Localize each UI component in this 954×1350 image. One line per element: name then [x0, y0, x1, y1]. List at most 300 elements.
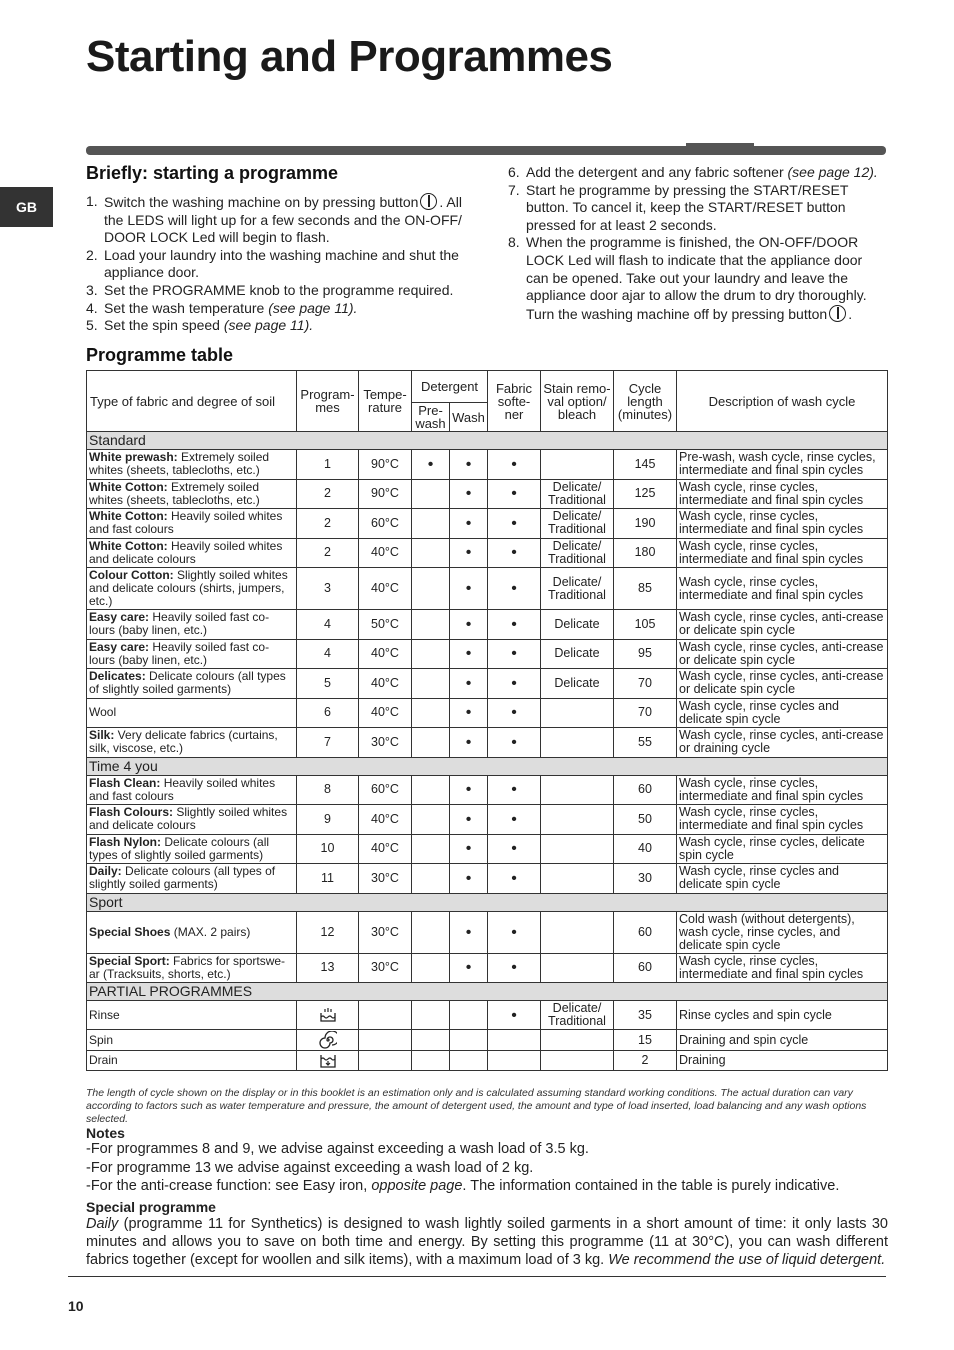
fabric-type-detail: Heavily soiled fast co-lours (baby linen, etc.) [89, 610, 270, 638]
fabric-type-detail: Very delicate fabrics (curtains, silk, viscose, etc.) [89, 728, 278, 756]
prewash-cell [412, 610, 450, 640]
description-cell: Wash cycle, rinse cycles, anti-crease or delicate spin cycle [677, 669, 888, 699]
programme-number: 4 [324, 646, 331, 661]
programme-cell [297, 1030, 359, 1051]
description-cell: Wash cycle, rinse cycles, intermediate and final spin cycles [677, 538, 888, 568]
programme-number: 1 [324, 456, 331, 471]
prewash-cell: • [412, 450, 450, 480]
programme-cell [297, 775, 359, 805]
table-row [87, 805, 888, 835]
table-row [87, 911, 888, 953]
fabric-type-detail: Fabrics for sportswe-ar (Tracksuits, shorts, etc.) [89, 953, 286, 981]
prewash-cell [412, 568, 450, 610]
note-text: -For programme 13 we advise against exceeding a wash load of 2 kg. [86, 1159, 534, 1176]
cycle-length-cell: 40 [614, 834, 677, 864]
prewash-cell [412, 1051, 450, 1071]
step-item [86, 247, 464, 282]
header-wash: Wash [450, 403, 488, 432]
description-cell: Wash cycle, rinse cycles, intermediate and final spin cycles [677, 568, 888, 610]
step-item [508, 164, 886, 182]
step-text: Set the PROGRAMME knob to the programme required. [104, 281, 454, 298]
fabric-type-name: Daily: [89, 864, 122, 879]
table-row [87, 728, 888, 758]
prewash-cell [412, 805, 450, 835]
fabric-type-cell [87, 1051, 297, 1071]
programme-cell [297, 639, 359, 669]
language-tab: GB [0, 187, 53, 227]
cycle-length-cell: 70 [614, 669, 677, 699]
fabric-type-detail: Delicate colours (all types of slightly soiled garments) [89, 834, 270, 862]
fabric-type-cell [87, 953, 297, 983]
power-button-icon [420, 193, 437, 210]
note-item [86, 1177, 891, 1196]
note-text: -For programmes 8 and 9, we advise against exceeding a wash load of 3.5 kg. [86, 1141, 589, 1157]
header-rule [86, 146, 886, 155]
temperature-cell: 30°C [359, 864, 412, 894]
description-cell: Wash cycle, rinse cycles, delicate spin cycle [677, 834, 888, 864]
fabric-type-detail: Slightly soiled whites and delicate colours (shirts, jumpers, etc.) [89, 568, 288, 608]
softener-cell: • [488, 639, 541, 669]
softener-cell: • [488, 538, 541, 568]
description-cell: Wash cycle, rinse cycles, intermediate and final spin cycles [677, 479, 888, 509]
programme-table-heading: Programme table [86, 345, 234, 365]
table-row [87, 669, 888, 699]
programme-cell [297, 911, 359, 953]
programme-cell [297, 479, 359, 509]
wash-cell: • [450, 509, 488, 539]
step-number: 3. [86, 281, 98, 298]
softener-cell: • [488, 1001, 541, 1030]
programme-number: 4 [324, 616, 331, 631]
softener-cell: • [488, 568, 541, 610]
fabric-type-cell [87, 775, 297, 805]
step-text: Set the spin speed [104, 317, 224, 334]
fabric-type-name: Delicates: [89, 669, 146, 684]
cycle-length-cell: 95 [614, 639, 677, 669]
stain-removal-cell [541, 698, 614, 728]
softener-cell: • [488, 728, 541, 758]
header-prewash: Pre-wash [412, 403, 450, 432]
softener-cell: • [488, 669, 541, 699]
temperature-cell: 90°C [359, 479, 412, 509]
step-number: 2. [86, 246, 98, 263]
section-row [87, 432, 888, 450]
fabric-type-name: Easy care: [89, 639, 150, 654]
wash-cell: • [450, 911, 488, 953]
wash-cell: • [450, 639, 488, 669]
description-cell: Rinse cycles and spin cycle [677, 1001, 888, 1030]
fabric-type-cell [87, 698, 297, 728]
step-reference: (see page 11). [223, 317, 314, 334]
programme-cell [297, 953, 359, 983]
wash-cell: • [450, 698, 488, 728]
cycle-length-cell: 35 [614, 1001, 677, 1030]
step-number: 7. [508, 181, 520, 198]
programme-cell [297, 728, 359, 758]
temperature-cell: 30°C [359, 953, 412, 983]
table-footnote: The length of cycle shown on the display or in this booklet is an estimation only and is calculated assuming standard working conditions. The actual duration can vary according to factors such as water temperature and pressure, the amount of detergent used, the amount and type of load inserted, load balancing and any wash options selected. [86, 1087, 867, 1125]
fabric-type-cell [87, 450, 297, 480]
description-cell: Wash cycle, rinse cycles, anti-crease or draining cycle [677, 728, 888, 758]
fabric-type-name: Flash Clean: [89, 775, 161, 790]
fabric-type-cell [87, 911, 297, 953]
cycle-length-cell: 2 [614, 1051, 677, 1071]
prewash-cell [412, 864, 450, 894]
wash-cell: • [450, 450, 488, 480]
programme-cell [297, 698, 359, 728]
stain-removal-cell [541, 911, 614, 953]
programme-number: 2 [324, 486, 331, 501]
steps-list-right [508, 164, 886, 323]
fabric-type-name: Special Sport: [89, 953, 170, 968]
fabric-type-name: Colour Cotton: [89, 568, 174, 582]
softener-cell: • [488, 610, 541, 640]
wash-cell: • [450, 610, 488, 640]
section-row [87, 893, 888, 911]
stain-removal-cell: Delicate/ Traditional [541, 568, 614, 610]
fabric-type-detail: Drain [89, 1053, 118, 1067]
wash-cell [450, 1030, 488, 1051]
cycle-length-cell: 50 [614, 805, 677, 835]
section-title: Sport [87, 893, 888, 911]
softener-cell: • [488, 805, 541, 835]
fabric-type-cell [87, 639, 297, 669]
wash-cell: • [450, 479, 488, 509]
description-cell: Wash cycle, rinse cycles, intermediate and final spin cycles [677, 775, 888, 805]
temperature-cell: 40°C [359, 698, 412, 728]
table-row [87, 509, 888, 539]
cycle-length-cell: 85 [614, 568, 677, 610]
fabric-type-name: Easy care: [89, 610, 150, 625]
step-text-after: . All the LEDS will light up for a few seconds and the ON-OFF/ DOOR LOCK Led will begin to flash. [104, 194, 462, 246]
table-row [87, 568, 888, 610]
programme-cell [297, 450, 359, 480]
stain-removal-cell [541, 953, 614, 983]
power-button-icon [829, 305, 846, 322]
fabric-type-name: White prewash: [89, 450, 178, 465]
cycle-length-cell: 190 [614, 509, 677, 539]
fabric-type-cell [87, 479, 297, 509]
drain-icon [319, 1053, 337, 1067]
fabric-type-cell [87, 568, 297, 610]
fabric-type-detail: Rinse [89, 1007, 120, 1022]
prewash-cell [412, 953, 450, 983]
fabric-type-name: Special Shoes [89, 924, 171, 939]
cycle-length-cell: 125 [614, 479, 677, 509]
programme-number: 6 [324, 705, 331, 720]
programme-cell [297, 538, 359, 568]
description-cell: Wash cycle, rinse cycles, anti-crease or delicate spin cycle [677, 639, 888, 669]
temperature-cell: 40°C [359, 639, 412, 669]
wash-cell: • [450, 834, 488, 864]
footer-rule [68, 1276, 886, 1277]
fabric-type-cell [87, 805, 297, 835]
step-item [86, 282, 464, 300]
step-text: Start he programme by pressing the START/RESET button. To cancel it, keep the START/RESET button pressed for at least 2 seconds. [526, 181, 849, 233]
temperature-cell: 30°C [359, 728, 412, 758]
header-stain: Stain remo-val option/ bleach [541, 371, 614, 432]
description-cell: Wash cycle, rinse cycles, intermediate and final spin cycles [677, 953, 888, 983]
temperature-cell: 40°C [359, 834, 412, 864]
programme-number: 13 [320, 960, 335, 975]
special-programme-text [86, 1215, 888, 1269]
cycle-length-cell: 60 [614, 953, 677, 983]
stain-removal-cell: Delicate/ Traditional [541, 479, 614, 509]
table-row [87, 479, 888, 509]
programme-cell [297, 864, 359, 894]
prewash-cell [412, 639, 450, 669]
step-number: 6. [508, 164, 520, 180]
programme-cell [297, 568, 359, 610]
programme-cell [297, 669, 359, 699]
softener-cell [488, 1051, 541, 1071]
header-description: Description of wash cycle [677, 371, 888, 432]
fabric-type-detail: Wool [89, 705, 117, 720]
temperature-cell: 40°C [359, 568, 412, 610]
rinse-icon [319, 1007, 337, 1021]
programme-number: 5 [324, 675, 331, 690]
table-row [87, 834, 888, 864]
steps-list-left [86, 193, 464, 335]
stain-removal-cell: Delicate/ Traditional [541, 538, 614, 568]
fabric-type-name: Flash Colours: [89, 805, 174, 820]
prewash-cell [412, 479, 450, 509]
header-detergent: Detergent [412, 371, 488, 403]
page-title: Starting and Programmes [86, 32, 613, 81]
stain-removal-cell [541, 775, 614, 805]
programme-table [86, 370, 888, 1071]
fabric-type-cell [87, 610, 297, 640]
stain-removal-cell: Delicate [541, 669, 614, 699]
programme-number: 8 [324, 782, 331, 797]
header-programmes: Program-mes [297, 371, 359, 432]
temperature-cell: 60°C [359, 775, 412, 805]
step-reference: (see page 12). [787, 164, 878, 180]
description-cell: Wash cycle, rinse cycles and delicate spin cycle [677, 864, 888, 894]
description-cell: Wash cycle, rinse cycles, intermediate and final spin cycles [677, 805, 888, 835]
programme-cell [297, 805, 359, 835]
table-row [87, 639, 888, 669]
temperature-cell: 90°C [359, 450, 412, 480]
special-programme-heading: Special programme [86, 1199, 216, 1215]
temperature-cell: 30°C [359, 911, 412, 953]
header-type: Type of fabric and degree of soil [87, 371, 297, 432]
temperature-cell [359, 1030, 412, 1051]
description-cell: Wash cycle, rinse cycles, anti-crease or delicate spin cycle [677, 610, 888, 640]
cycle-length-cell: 55 [614, 728, 677, 758]
fabric-type-detail: Heavily soiled whites and fast colours [89, 509, 283, 537]
prewash-cell [412, 1030, 450, 1051]
fabric-type-detail: Spin [89, 1032, 114, 1047]
fabric-type-detail: Extremely soiled whites (sheets, tablecloths, etc.) [89, 450, 270, 478]
note-item [86, 1140, 891, 1159]
wash-cell [450, 1051, 488, 1071]
softener-cell: • [488, 911, 541, 953]
temperature-cell: 40°C [359, 805, 412, 835]
stain-removal-cell [541, 450, 614, 480]
section-row [87, 757, 888, 775]
softener-cell: • [488, 450, 541, 480]
step-text-after: . [848, 305, 853, 322]
programme-cell [297, 1051, 359, 1071]
fabric-type-name: White Cotton: [89, 479, 168, 494]
section-title: PARTIAL PROGRAMMES [87, 983, 888, 1001]
stain-removal-cell [541, 805, 614, 835]
programme-cell [297, 610, 359, 640]
stain-removal-cell: Delicate/ Traditional [541, 1001, 614, 1030]
fabric-type-detail: Heavily soiled whites and delicate colours [89, 538, 283, 566]
description-cell: Wash cycle, rinse cycles, intermediate and final spin cycles [677, 509, 888, 539]
fabric-type-cell [87, 1001, 297, 1030]
stain-removal-cell [541, 728, 614, 758]
step-number: 5. [86, 317, 98, 334]
wash-cell: • [450, 538, 488, 568]
step-item [508, 234, 886, 323]
stain-removal-cell [541, 834, 614, 864]
stain-removal-cell [541, 1051, 614, 1071]
description-cell: Pre-wash, wash cycle, rinse cycles, intermediate and final spin cycles [677, 450, 888, 480]
temperature-cell: 50°C [359, 610, 412, 640]
stain-removal-cell: Delicate [541, 639, 614, 669]
step-text: Load your laundry into the washing machine and shut the appliance door. [104, 246, 459, 281]
note-item [86, 1159, 891, 1178]
table-row [87, 775, 888, 805]
programme-number: 2 [324, 515, 331, 530]
fabric-type-cell [87, 834, 297, 864]
softener-cell: • [488, 834, 541, 864]
fabric-type-cell [87, 509, 297, 539]
fabric-type-cell [87, 538, 297, 568]
temperature-cell: 40°C [359, 669, 412, 699]
step-text: Add the detergent and any fabric softener [526, 164, 788, 180]
fabric-type-detail: Extremely soiled whites (sheets, tablecloths, etc.) [89, 479, 260, 507]
special-ital-end: We recommend the use of liquid detergent. [608, 1252, 886, 1268]
cycle-length-cell: 15 [614, 1030, 677, 1051]
step-text: When the programme is finished, the ON-OFF/DOOR LOCK Led will flash to indicate that the appliance door can be opened. Take out your laundry and leave the appliance door ajar to allow the drum to dry thoroughly. Turn the washing machine off by pressing button [526, 234, 867, 322]
section-title: Time 4 you [87, 757, 888, 775]
prewash-cell [412, 509, 450, 539]
table-row [87, 864, 888, 894]
wash-cell: • [450, 669, 488, 699]
table-row [87, 610, 888, 640]
description-cell: Cold wash (without detergents), wash cycle, rinse cycles, and delicate spin cycle [677, 911, 888, 953]
programme-number: 9 [324, 811, 331, 826]
wash-cell: • [450, 864, 488, 894]
fabric-type-detail: Delicate colours (all types of slightly soiled garments) [89, 669, 286, 697]
cycle-length-cell: 60 [614, 911, 677, 953]
fabric-type-name: Flash Nylon: [89, 834, 162, 849]
fabric-type-cell [87, 669, 297, 699]
wash-cell: • [450, 728, 488, 758]
step-item [508, 182, 886, 235]
prewash-cell [412, 1001, 450, 1030]
programme-number: 12 [320, 924, 335, 939]
fabric-type-name: White Cotton: [89, 538, 168, 553]
spin-icon [319, 1032, 337, 1046]
stain-removal-cell: Delicate [541, 610, 614, 640]
fabric-type-detail: Slightly soiled whites and delicate colours [89, 805, 288, 833]
programme-number: 3 [324, 581, 331, 595]
note-text-after: . The information contained in the table is purely indicative. [462, 1178, 840, 1194]
fabric-type-cell [87, 864, 297, 894]
stain-removal-cell [541, 864, 614, 894]
programme-number: 11 [321, 870, 334, 885]
step-number: 8. [508, 234, 520, 251]
fabric-type-detail: Heavily soiled whites and fast colours [89, 775, 276, 803]
fabric-type-detail: Delicate colours (all types of slightly soiled garments) [89, 864, 276, 892]
step-item [86, 300, 464, 318]
temperature-cell [359, 1051, 412, 1071]
programme-cell [297, 509, 359, 539]
section-row [87, 983, 888, 1001]
page-number: 10 [68, 1298, 84, 1314]
cycle-length-cell: 180 [614, 538, 677, 568]
description-cell: Draining [677, 1051, 888, 1071]
note-reference: opposite page [371, 1178, 463, 1194]
table-row [87, 450, 888, 480]
notes-heading: Notes [86, 1125, 125, 1141]
softener-cell: • [488, 698, 541, 728]
table-row [87, 1001, 888, 1030]
table-row [87, 698, 888, 728]
programme-cell [297, 1001, 359, 1030]
step-text: Switch the washing machine on by pressing button [104, 194, 419, 210]
softener-cell: • [488, 864, 541, 894]
softener-cell: • [488, 479, 541, 509]
fabric-type-name: White Cotton: [89, 509, 168, 524]
step-number: 1. [86, 193, 98, 209]
header-cycle: Cycle length (minutes) [614, 371, 677, 432]
prewash-cell [412, 911, 450, 953]
softener-cell: • [488, 775, 541, 805]
wash-cell: • [450, 775, 488, 805]
cycle-length-cell: 70 [614, 698, 677, 728]
table-row [87, 953, 888, 983]
wash-cell [450, 1001, 488, 1030]
cycle-length-cell: 60 [614, 775, 677, 805]
description-cell: Wash cycle, rinse cycles and delicate spin cycle [677, 698, 888, 728]
special-ital-start: Daily [86, 1216, 119, 1232]
programme-cell [297, 834, 359, 864]
step-reference: (see page 11). [268, 299, 358, 316]
prewash-cell [412, 538, 450, 568]
softener-cell: • [488, 953, 541, 983]
fabric-type-detail: Heavily soiled fast co-lours (baby linen, etc.) [89, 639, 270, 667]
table-row [87, 538, 888, 568]
step-item [86, 317, 464, 335]
fabric-type-name: Silk: [89, 728, 115, 743]
stain-removal-cell: Delicate/ Traditional [541, 509, 614, 539]
section-title: Standard [87, 432, 888, 450]
prewash-cell [412, 669, 450, 699]
programme-number: 7 [324, 734, 331, 749]
softener-cell [488, 1030, 541, 1051]
table-row [87, 1051, 888, 1071]
programme-number: 2 [324, 545, 331, 560]
table-row [87, 1030, 888, 1051]
fabric-type-cell [87, 1030, 297, 1051]
wash-cell: • [450, 953, 488, 983]
header-rule-mark [686, 143, 754, 146]
programme-number: 10 [320, 841, 335, 856]
wash-cell: • [450, 568, 488, 610]
stain-removal-cell [541, 1030, 614, 1051]
description-cell: Draining and spin cycle [677, 1030, 888, 1051]
prewash-cell [412, 728, 450, 758]
briefly-heading: Briefly: starting a programme [86, 163, 339, 183]
cycle-length-cell: 145 [614, 450, 677, 480]
cycle-length-cell: 105 [614, 610, 677, 640]
